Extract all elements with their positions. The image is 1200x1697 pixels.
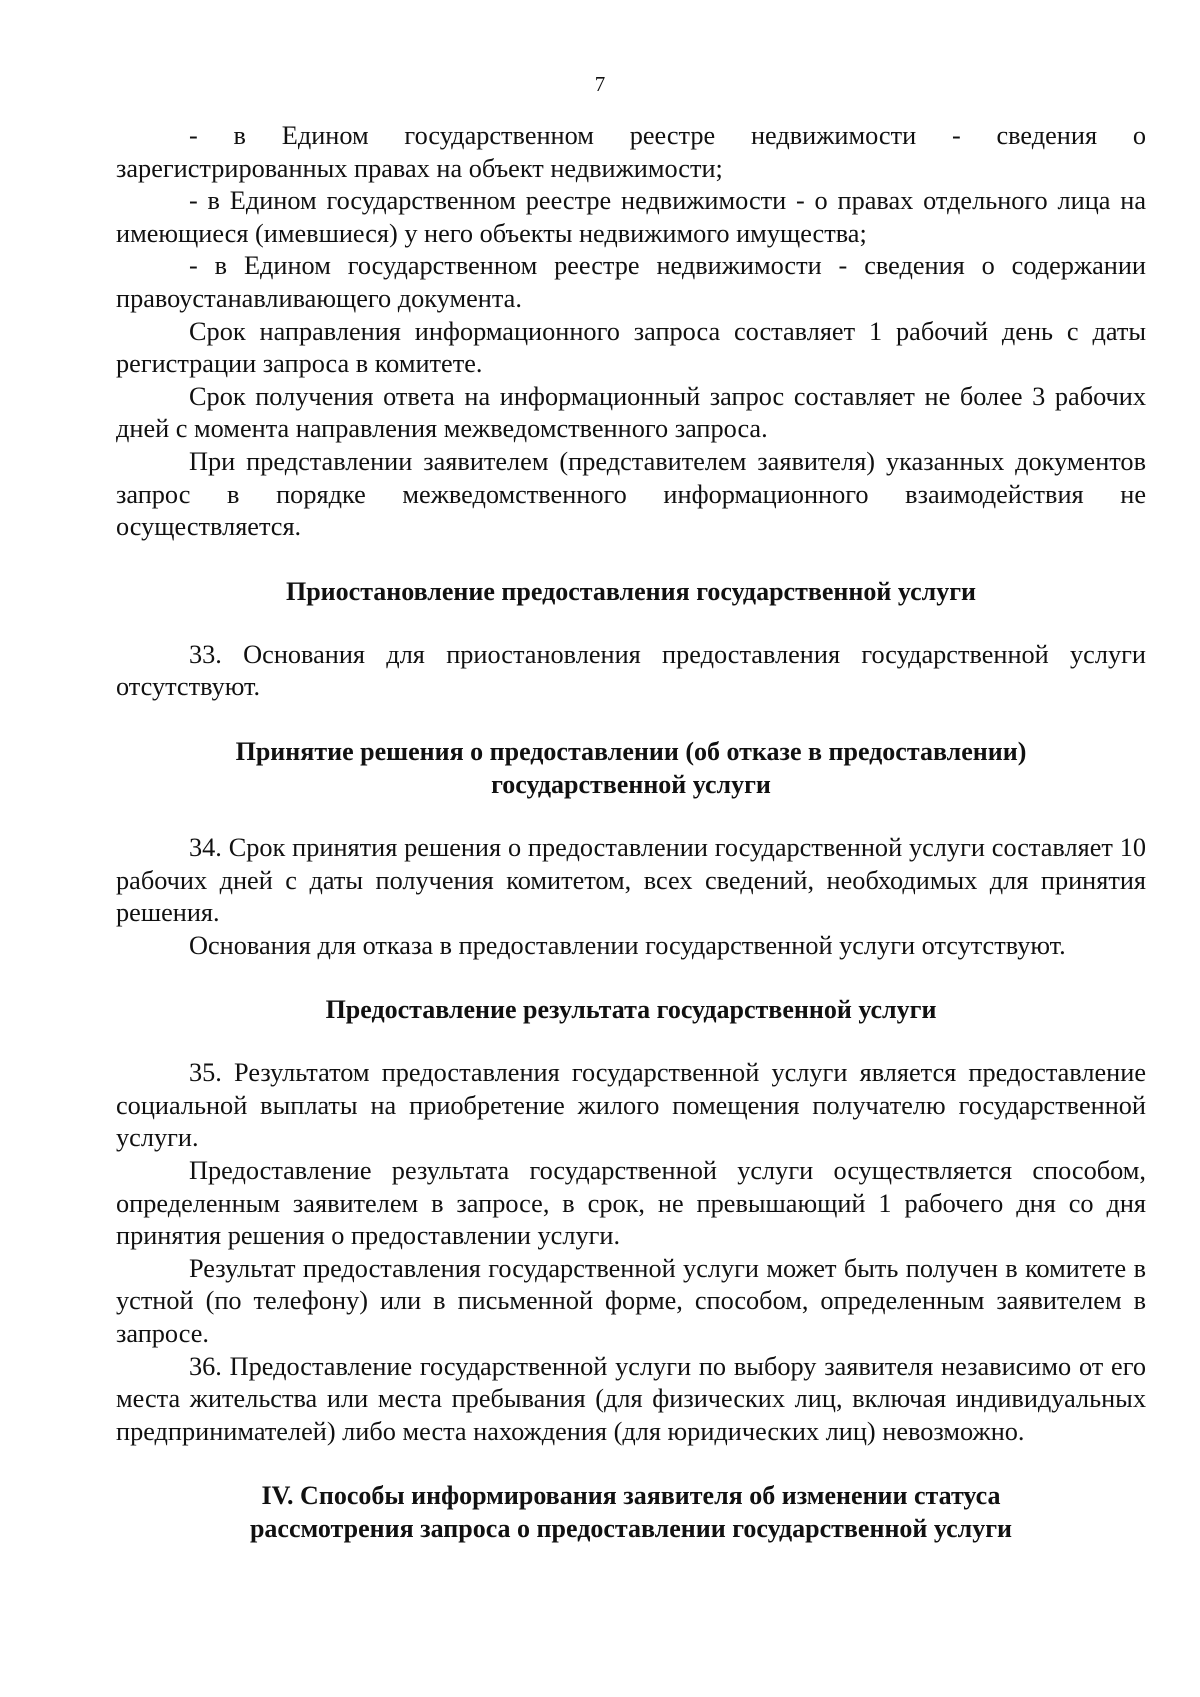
paragraph: 36. Предоставление государственной услуги по выбору заявителя независимо от его места жительства или места пребывания (для физических лиц, включая индивидуальных предпринимателей) либо места нахождения (для юридических лиц) невозможно. bbox=[116, 1351, 1146, 1446]
page-number: 7 bbox=[594, 72, 606, 96]
paragraph: Основания для отказа в предоставлении государственной услуги отсутствуют. bbox=[189, 930, 1066, 960]
heading-text-line1: Принятие решения о предоставлении (об отказе в предоставлении) bbox=[235, 736, 1027, 766]
heading-text-line2: рассмотрения запроса о предоставлении государственной услуги bbox=[249, 1514, 1013, 1544]
heading-text-line1: IV. Способы информирования заявителя об изменении статуса bbox=[261, 1481, 1001, 1511]
section-heading-result bbox=[116, 993, 1146, 1026]
paragraph: 33. Основания для приостановления предоставления государственной услуги отсутствуют. bbox=[116, 639, 1146, 702]
paragraph: Результат предоставления государственной услуги может быть получен в комитете в устной (по телефону) или в письменной форме, способом, определенным заявителем в запросе. bbox=[116, 1253, 1146, 1349]
paragraph: Срок направления информационного запроса составляет 1 рабочий день с даты регистрации запроса в комитете. bbox=[116, 316, 1146, 379]
paragraph: - в Едином государственном реестре недвижимости - сведения о содержании правоустанавливающего документа. bbox=[116, 251, 1146, 313]
document-body bbox=[116, 120, 1146, 1545]
paragraph: При представлении заявителем (представителем заявителя) указанных документов запрос в порядке межведомственного информационного взаимодействия не осуществляется. bbox=[116, 446, 1146, 542]
paragraph: Срок получения ответа на информационный запрос составляет не более 3 рабочих дней с момента направления межведомственного запроса. bbox=[116, 381, 1146, 444]
paragraph: Предоставление результата государственной услуги осуществляется способом, определенным заявителем в запросе, в срок, не превышающий 1 рабочего дня со дня принятия решения о предоставлении услуги. bbox=[116, 1156, 1146, 1251]
section-heading-iv bbox=[116, 1479, 1146, 1545]
heading-text: Приостановление предоставления государственной услуги bbox=[285, 576, 976, 606]
heading-text: Предоставление результата государственной услуги bbox=[325, 995, 937, 1025]
section-heading-decision bbox=[116, 735, 1146, 801]
section-heading-suspension bbox=[116, 575, 1146, 608]
paragraph: 34. Срок принятия решения о предоставлении государственной услуги составляет 10 рабочих дней с даты получения комитетом, всех сведений, необходимых для принятия решения. bbox=[116, 832, 1146, 928]
heading-text-line2: государственной услуги bbox=[491, 769, 771, 799]
paragraph: - в Едином государственном реестре недвижимости - о правах отдельного лица на имеющиеся (имевшиеся) у него объекты недвижимого имущества; bbox=[116, 186, 1146, 248]
paragraph: 35. Результатом предоставления государственной услуги является предоставление социальной выплаты на приобретение жилого помещения получателю государственной услуги. bbox=[116, 1058, 1146, 1153]
paragraph: - в Едином государственном реестре недвижимости - сведения о зарегистрированных правах на объект недвижимости; bbox=[116, 121, 1146, 183]
